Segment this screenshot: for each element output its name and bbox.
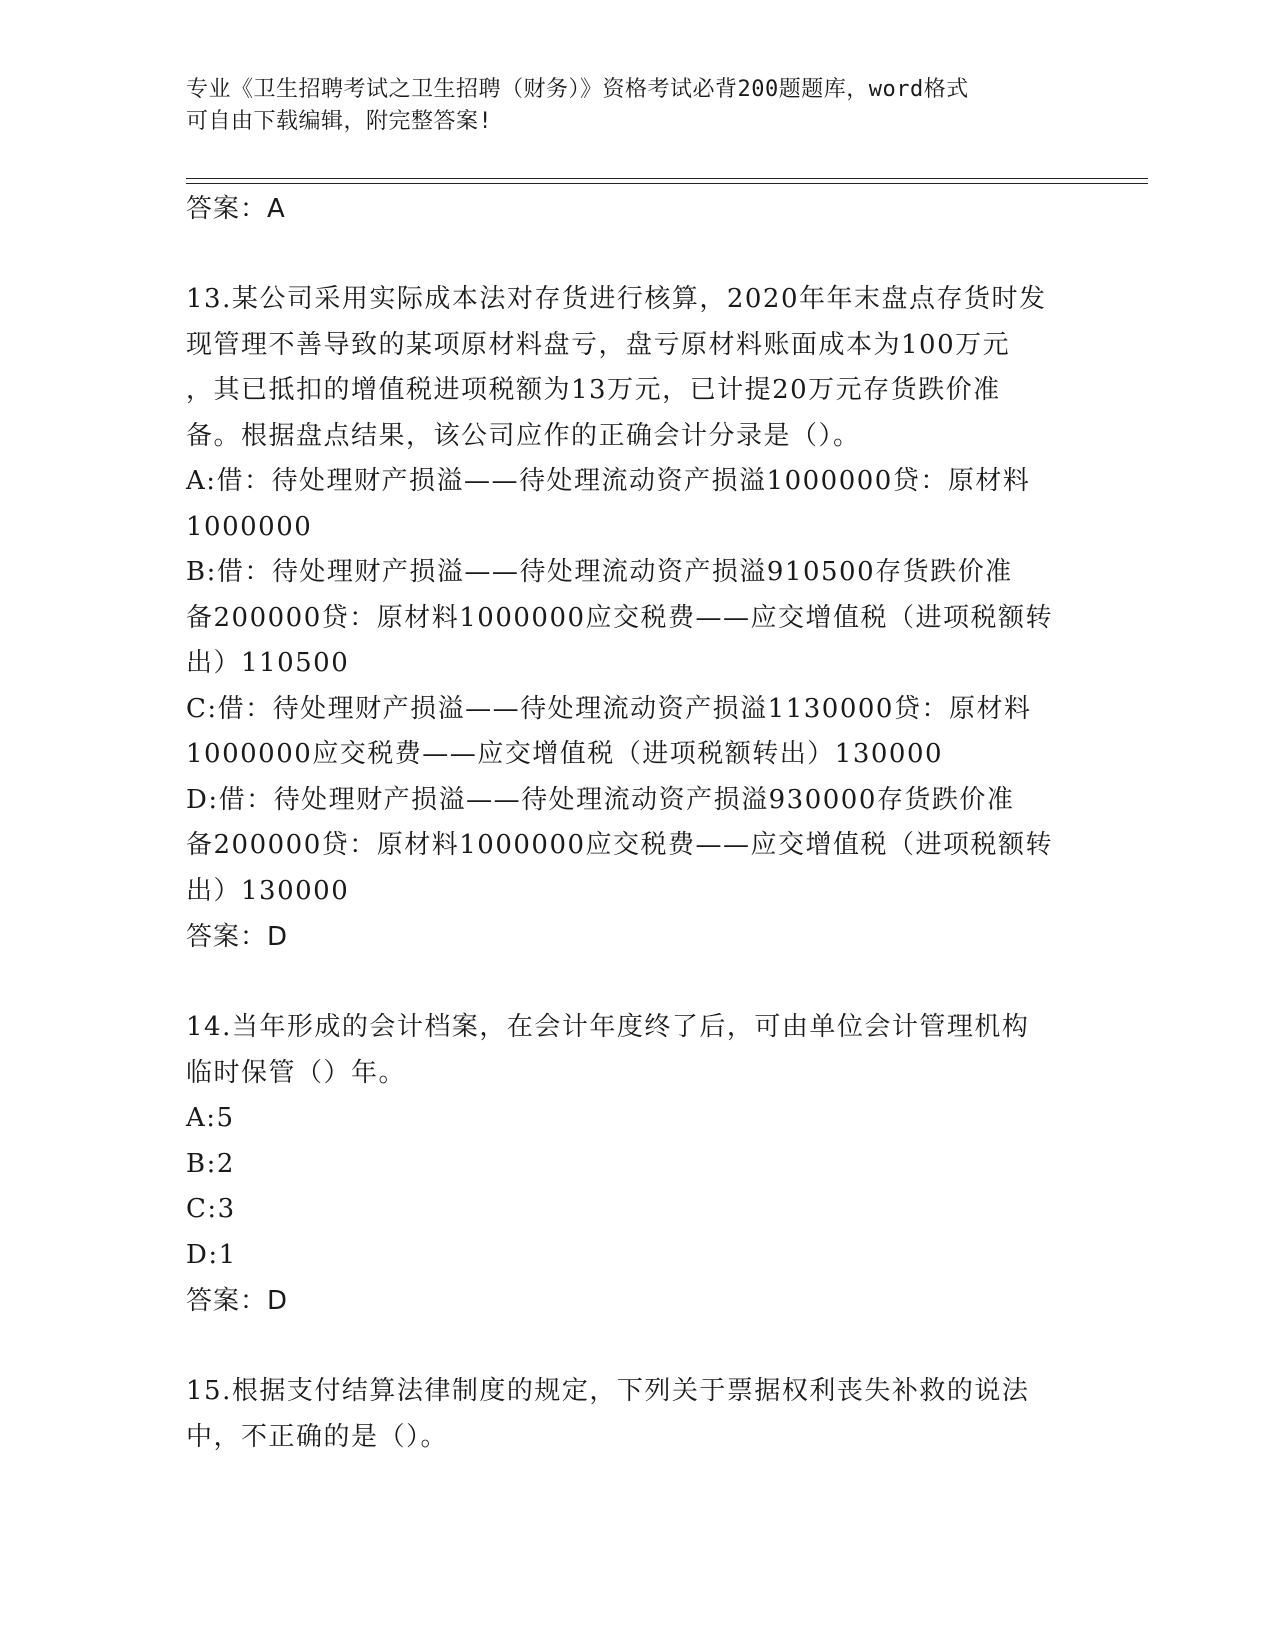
- spacer: [186, 960, 1086, 1005]
- question-14: [186, 1005, 1086, 1278]
- question-15-text-line: 15.根据支付结算法律制度的规定，下列关于票据权利丧失补救的说法: [186, 1376, 1030, 1406]
- question-13-option-d: 备200000贷：原材料1000000应交税费——应交增值税（进项税额转: [186, 830, 1054, 860]
- answer-12: 答案：A: [186, 194, 286, 224]
- question-13-option-c: 1000000应交税费——应交增值税（进项税额转出）130000: [186, 739, 944, 769]
- question-13-option-a: A:借：待处理财产损溢——待处理流动资产损溢1000000贷：原材料: [186, 466, 1031, 496]
- spacer: [186, 1324, 1086, 1369]
- document-header: [186, 74, 1066, 138]
- question-13-option-a: 1000000: [186, 511, 313, 542]
- question-14-option-c: C:3: [186, 1194, 236, 1224]
- question-14-text-line: 14.当年形成的会计档案，在会计年度终了后，可由单位会计管理机构: [186, 1012, 1030, 1042]
- question-14-option-a: A:5: [186, 1103, 235, 1133]
- question-13-text-line: 13.某公司采用实际成本法对存货进行核算，2020年年末盘点存货时发: [186, 284, 1047, 314]
- question-13-option-d: 出）130000: [186, 875, 350, 906]
- answer-13: 答案：D: [186, 922, 289, 952]
- header-divider-top: [186, 178, 1148, 179]
- question-14-option-d: D:1: [186, 1239, 237, 1270]
- question-14-option-b: B:2: [186, 1148, 235, 1179]
- question-13-text-line: 备。根据盘点结果，该公司应作的正确会计分录是（）。: [186, 420, 861, 451]
- question-15: [186, 1369, 1086, 1460]
- question-13-text-line: 现管理不善导致的某项原材料盘亏，盘亏原材料账面成本为100万元: [186, 329, 1011, 360]
- question-13-option-b: 出）110500: [186, 648, 350, 678]
- spacer: [186, 232, 1086, 277]
- header-line-1: 专业《卫生招聘考试之卫生招聘（财务）》资格考试必背200题题库，word格式: [186, 77, 969, 102]
- question-13-option-b: B:借：待处理财产损溢——待处理流动资产损溢910500存货跌价准: [186, 557, 1013, 587]
- question-13-option-d: D:借：待处理财产损溢——待处理流动资产损溢930000存货跌价准: [186, 784, 1015, 815]
- question-15-text-line: 中，不正确的是（）。: [186, 1421, 449, 1452]
- question-13-option-b: 备200000贷：原材料1000000应交税费——应交增值税（进项税额转: [186, 602, 1054, 633]
- question-13: [186, 277, 1086, 914]
- question-13-option-c: C:借：待处理财产损溢——待处理流动资产损溢1130000贷：原材料: [186, 693, 1032, 724]
- header-line-2: 可自由下载编辑，附完整答案!: [186, 109, 493, 134]
- header-divider-bottom: [186, 183, 1148, 184]
- question-13-text-line: ，其已抵扣的增值税进项税额为13万元，已计提20万元存货跌价准: [186, 375, 1001, 405]
- answer-14: 答案：D: [186, 1286, 289, 1316]
- question-14-text-line: 临时保管（）年。: [186, 1057, 407, 1088]
- document-body: [186, 186, 1086, 1460]
